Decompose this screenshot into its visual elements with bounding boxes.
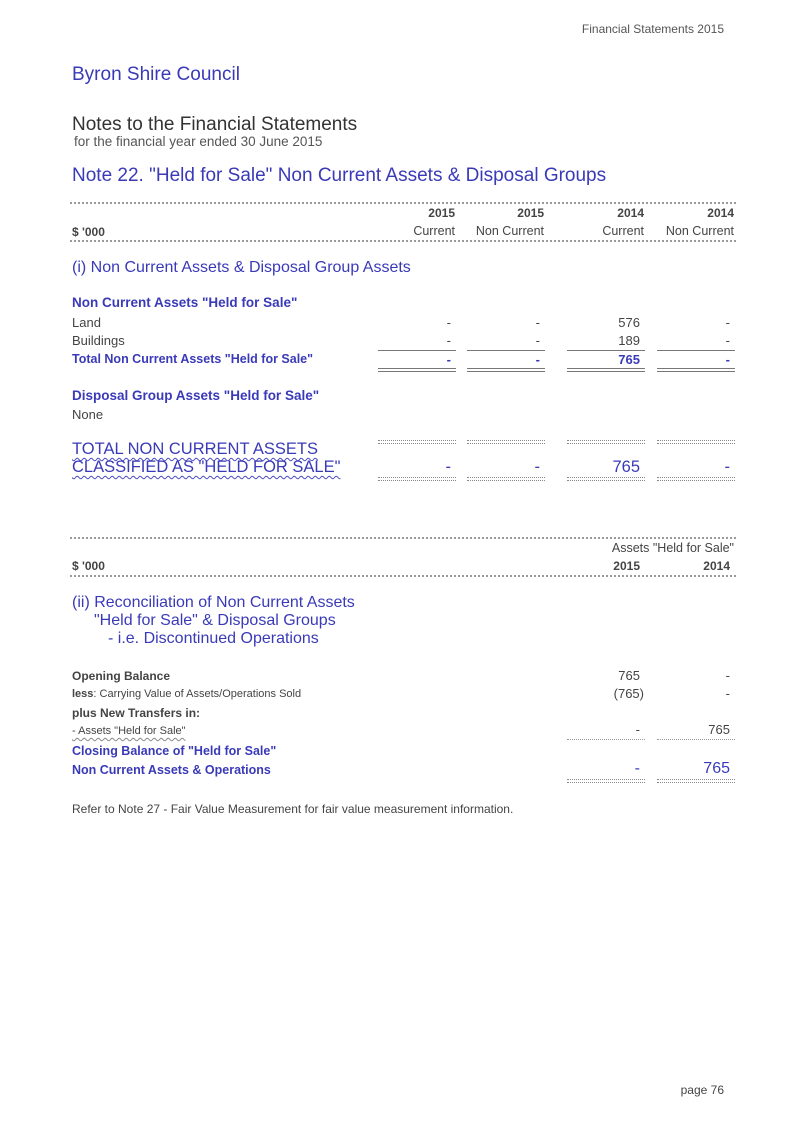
- subtotal-rule-col1: [378, 350, 456, 351]
- row-land-col4: -: [725, 315, 730, 330]
- closing-balance-label-line2: Non Current Assets & Operations: [72, 763, 271, 777]
- notes-subtitle: for the financial year ended 30 June 2015: [74, 134, 323, 149]
- council-name: Byron Shire Council: [72, 64, 240, 85]
- total-double-rule-col2: [467, 368, 545, 372]
- notes-title: Notes to the Financial Statements: [72, 114, 358, 135]
- grand-total-top-rule-col3: [567, 440, 645, 444]
- closing-rule-2014: [657, 779, 735, 783]
- total-row-label: Total Non Current Assets "Held for Sale": [72, 352, 314, 366]
- assets-held-row-label: - Assets "Held for Sale": [72, 725, 186, 737]
- row-land-col3: 576: [618, 315, 640, 330]
- grand-total-bottom-rule-col1: [378, 477, 456, 481]
- table1-top-rule: [70, 202, 736, 204]
- total-double-rule-col3: [567, 368, 645, 372]
- closing-balance-2014: 765: [703, 760, 730, 777]
- assets-row-rule-2014: [657, 739, 735, 740]
- document-header-title: Financial Statements 2015: [581, 22, 724, 36]
- grand-total-col1: -: [445, 458, 451, 476]
- total-row-col3: 765: [618, 352, 640, 367]
- section-ii-title-line1: (ii) Reconciliation of Non Current Assets: [72, 594, 355, 611]
- table1-unit: $ '000: [72, 225, 105, 239]
- subtotal-rule-col2: [467, 350, 545, 351]
- table2-year-2015: 2015: [613, 559, 640, 573]
- table1-col4-type: Non Current: [665, 224, 734, 238]
- row-buildings-col3: 189: [618, 333, 640, 348]
- grand-total-top-rule-col1: [378, 440, 456, 444]
- assets-held-row-2014: 765: [708, 722, 730, 737]
- grand-total-bottom-rule-col2: [467, 477, 545, 481]
- table1-col3-type: Current: [602, 224, 644, 238]
- less-row-2014: -: [725, 686, 730, 701]
- grand-total-col4: -: [724, 458, 730, 476]
- grand-total-label-line2: CLASSIFIED AS "HELD FOR SALE": [72, 458, 341, 476]
- section-ii-title-line3: - i.e. Discontinued Operations: [108, 630, 319, 647]
- group2-value: None: [72, 407, 104, 422]
- opening-balance-2015: 765: [618, 668, 640, 683]
- grand-total-label-line1: TOTAL NON CURRENT ASSETS: [72, 440, 319, 458]
- subtotal-rule-col4: [657, 350, 735, 351]
- total-row-col1: -: [446, 352, 451, 367]
- table1-col3-year: 2014: [617, 206, 644, 220]
- less-prefix: less: [72, 688, 94, 700]
- section-ii-title-line2: "Held for Sale" & Disposal Groups: [94, 612, 336, 629]
- grand-total-bottom-rule-col3: [567, 477, 645, 481]
- total-double-rule-col1: [378, 368, 456, 372]
- total-row-col4: -: [725, 352, 730, 367]
- row-land-label: Land: [72, 315, 101, 330]
- less-row-2015: (765): [613, 686, 644, 701]
- note-title: Note 22. "Held for Sale" Non Current Assets & Disposal Groups: [72, 165, 607, 186]
- total-double-rule-col4: [657, 368, 735, 372]
- grand-total-top-rule-col2: [467, 440, 545, 444]
- row-land-col2: -: [535, 315, 540, 330]
- row-buildings-col4: -: [725, 333, 730, 348]
- assets-row-rule-2015: [567, 739, 645, 740]
- table1-col2-year: 2015: [517, 206, 544, 220]
- table2-header-rule: [70, 575, 736, 577]
- table2-year-2014: 2014: [703, 559, 730, 573]
- table1-col4-year: 2014: [707, 206, 734, 220]
- group1-title: Non Current Assets "Held for Sale": [72, 295, 298, 310]
- closing-rule-2015: [567, 779, 645, 783]
- assets-held-row-2015: -: [635, 722, 640, 737]
- grand-total-col2: -: [534, 458, 540, 476]
- grand-total-bottom-rule-col4: [657, 477, 735, 481]
- table2-group-header: Assets "Held for Sale": [611, 541, 734, 555]
- section-i-title: (i) Non Current Assets & Disposal Group Assets: [72, 259, 411, 276]
- grand-total-top-rule-col4: [657, 440, 735, 444]
- page-number: page 76: [680, 1083, 724, 1097]
- opening-balance-2014: -: [725, 668, 730, 683]
- row-buildings-col2: -: [535, 333, 540, 348]
- subtotal-rule-col3: [567, 350, 645, 351]
- table1-col1-type: Current: [413, 224, 455, 238]
- opening-balance-label: Opening Balance: [72, 669, 171, 683]
- plus-transfers-label: plus New Transfers in:: [72, 706, 201, 720]
- closing-balance-2015: -: [634, 760, 640, 777]
- group2-title: Disposal Group Assets "Held for Sale": [72, 388, 320, 403]
- table1-col2-type: Non Current: [475, 224, 544, 238]
- row-buildings-label: Buildings: [72, 333, 125, 348]
- table2-unit: $ '000: [72, 559, 105, 573]
- closing-balance-label-line1: Closing Balance of "Held for Sale": [72, 744, 277, 758]
- grand-total-col3: 765: [612, 458, 640, 476]
- row-land-col1: -: [446, 315, 451, 330]
- footnote: Refer to Note 27 - Fair Value Measurement for fair value measurement information.: [72, 802, 514, 816]
- total-row-col2: -: [535, 352, 540, 367]
- less-text: : Carrying Value of Assets/Operations Sold: [93, 688, 302, 700]
- row-buildings-col1: -: [446, 333, 451, 348]
- table2-top-rule: [70, 537, 736, 539]
- table1-col1-year: 2015: [428, 206, 455, 220]
- table1-header-rule: [70, 240, 736, 242]
- less-row-label: [72, 688, 301, 700]
